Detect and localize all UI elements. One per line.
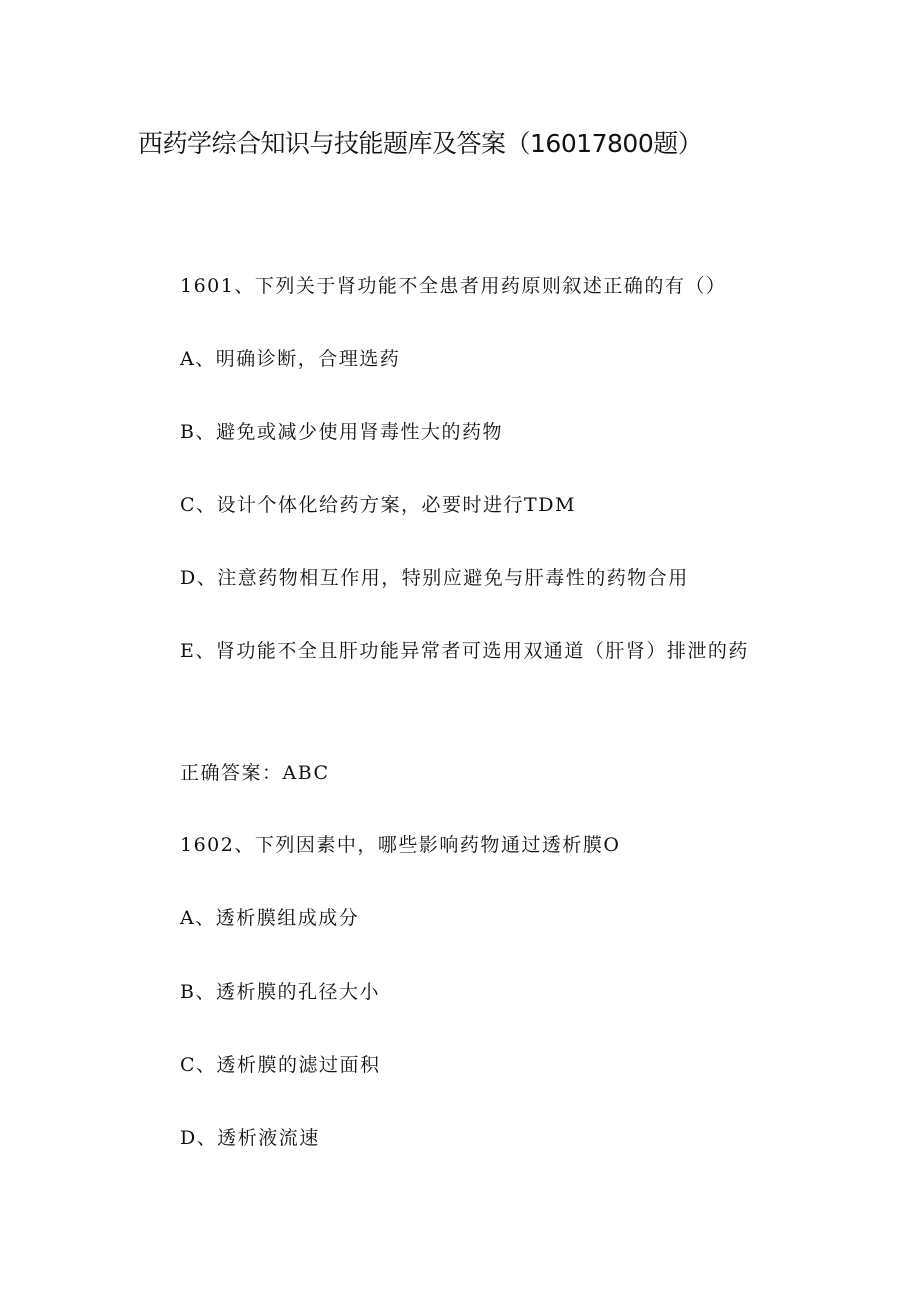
question-1601-option-d: D、注意药物相互作用，特别应避免与肝毒性的药物合用: [180, 567, 689, 589]
question-1602-stem: 1602、下列因素中，哪些影响药物通过透析膜O: [180, 834, 621, 856]
question-1602-option-c: C、透析膜的滤过面积: [180, 1054, 381, 1076]
question-1601-option-b: B、避免或减少使用肾毒性大的药物: [180, 421, 503, 443]
question-1602-option-a: A、透析膜组成成分: [180, 907, 360, 929]
question-1602-option-d: D、透析液流速: [180, 1127, 320, 1149]
question-1601-option-a: A、明确诊断，合理选药: [180, 348, 401, 370]
question-1601-option-e: E、肾功能不全且肝功能异常者可选用双通道（肝肾）排泄的药: [180, 640, 749, 662]
document-title: 西药学综合知识与技能题库及答案（16017800题）: [138, 129, 703, 158]
question-1601-option-c: C、设计个体化给药方案，必要时进行TDM: [180, 494, 576, 516]
question-1602-option-b: B、透析膜的孔径大小: [180, 981, 380, 1003]
question-1601-answer: 正确答案：ABC: [180, 762, 330, 784]
question-1601-stem: 1601、下列关于肾功能不全患者用药原则叙述正确的有（）: [180, 275, 727, 297]
